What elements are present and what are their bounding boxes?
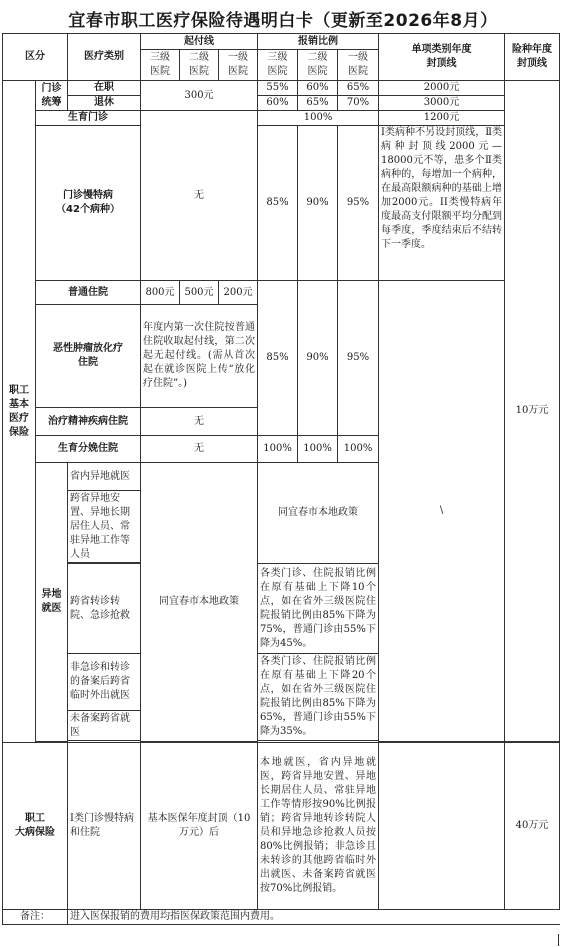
maternity-outpatient-ratio: 100% (258, 111, 379, 126)
general-inpatient-deductible-level1: 200元 (219, 281, 258, 305)
retired-ratio-level3: 60% (258, 96, 298, 111)
section-critical-insurance: 职工 大病保险 (3, 743, 68, 910)
general-inpatient-deductible-level3: 800元 (141, 281, 180, 305)
maternity-outpatient-cap: 1200元 (379, 111, 505, 126)
row-chronic-label: 门诊慢特病 （42个病种） (36, 126, 141, 281)
employed-cap: 2000元 (379, 81, 505, 96)
chronic-cap: Ⅰ类病种不另设封顶线，Ⅱ类病种封顶线2000元—18000元不等，患多个Ⅱ类病种的，每增加一个病种，在最高限额病种的基础上增加2000元。II类慢特病年度最高支付限额平均分配到每季度，季度结束后不结转下一季度。 (379, 126, 505, 281)
edge-line (558, 934, 559, 946)
row-employed-label: 在职 (68, 81, 141, 96)
psychiatric-deductible: 无 (141, 408, 258, 436)
retired-ratio-level1: 70% (338, 96, 379, 111)
maternity-inpatient-deductible: 无 (141, 436, 258, 463)
nonlocal-deductible: 同宜春市本地政策 (141, 463, 258, 742)
header-ratio-level3: 三级 医院 (258, 50, 298, 81)
row-general-inpatient-label: 普通住院 (36, 281, 141, 305)
chronic-ratio-level2: 90% (298, 126, 338, 281)
section-outpatient-pool: 门诊 统筹 (36, 81, 68, 111)
retired-ratio-level2: 65% (298, 96, 338, 111)
benefit-table (2, 33, 560, 925)
retired-cap: 3000元 (379, 96, 505, 111)
employed-ratio-level3: 55% (258, 81, 298, 96)
row-maternity-outpatient-label: 生育门诊 (36, 111, 141, 126)
maternity-inpatient-ratio-level2: 100% (298, 436, 338, 463)
header-ratio-level1: 一级 医院 (338, 50, 379, 81)
header-deductible-level1: 一级 医院 (219, 50, 258, 81)
nonlocal-ratio-same: 同宜春市本地政策 (258, 463, 379, 564)
nonlocal-unregistered: 未备案跨省就医 (68, 711, 141, 741)
page-title: 宜春市职工医疗保险待遇明白卡（更新至2026年8月） (68, 11, 498, 31)
note-label: 备注： (3, 910, 68, 925)
critical-annual-cap: 40万元 (505, 743, 560, 910)
nonlocal-non-emergency: 非急诊和转诊的备案后跨省临时外出就医 (68, 654, 141, 711)
row-maternity-inpatient-label: 生育分娩住院 (36, 436, 141, 463)
row-retired-label: 退休 (68, 96, 141, 111)
inpatient-ratio-level1: 95% (338, 281, 379, 436)
note-text: 进入医保报销的费用均指医保政策范围内费用。 (68, 910, 560, 925)
section-nonlocal: 异地 就医 (36, 463, 68, 742)
employed-ratio-level2: 60% (298, 81, 338, 96)
maternity-inpatient-ratio-level3: 100% (258, 436, 298, 463)
header-ratio-level2: 二级 医院 (298, 50, 338, 81)
header-deductible: 起付线 (141, 34, 258, 50)
tumor-deductible: 年度内第一次住院按普通住院收取起付线，第二次起无起付线。(需从首次起在就诊医院上传“放化疗住院”。) (141, 305, 258, 408)
header-medical-type: 医疗类别 (68, 34, 141, 81)
header-item-cap: 单项类别年度 封顶线 (379, 34, 505, 81)
row-tumor-label: 恶性肿瘤放化疗 住院 (36, 305, 141, 408)
inpatient-ratio-level3: 85% (258, 281, 298, 436)
nonlocal-cross-transfer: 跨省转诊转院、急诊抢救 (68, 564, 141, 654)
chronic-ratio-level3: 85% (258, 126, 298, 281)
header-category: 区分 (3, 34, 68, 81)
nonlocal-ratio-transfer: 各类门诊、住院报销比例在原有基础上下降10个点，如在省外三级医院住院报销比例由85%下降为75%，普通门诊由55%下降为45%。 (258, 564, 379, 654)
inpatient-ratio-level2: 90% (298, 281, 338, 436)
critical-type: Ⅰ类门诊慢特病和住院 (68, 743, 141, 910)
employed-ratio-level1: 65% (338, 81, 379, 96)
critical-item-cap (379, 743, 505, 910)
header-reimburse-ratio: 报销比例 (258, 34, 379, 50)
chronic-deductible: 无 (141, 111, 258, 281)
nonlocal-cap: \ (379, 281, 505, 742)
chronic-ratio-level1: 95% (338, 126, 379, 281)
header-annual-cap: 险种年度 封顶线 (505, 34, 560, 81)
nonlocal-ratio-non-emergency: 各类门诊、住院报销比例在原有基础上下降20个点，如在省外三级医院住院报销比例由85%下降为65%，普通门诊由55%下降为35%。 (258, 654, 379, 741)
nonlocal-in-province: 省内异地就医 (68, 463, 141, 491)
outpatient-deductible: 300元 (141, 81, 258, 111)
nonlocal-transferred: 跨省异地安置、异地长期居住人员、常驻异地工作等人员 (68, 491, 141, 563)
maternity-inpatient-ratio-level1: 100% (338, 436, 379, 463)
row-psychiatric-label: 治疗精神疾病住院 (36, 408, 141, 436)
section-basic-insurance: 职工 基本 医疗 保险 (3, 81, 36, 743)
annual-cap-basic: 10万元 (505, 81, 560, 742)
general-inpatient-deductible-level2: 500元 (180, 281, 219, 305)
critical-deductible: 基本医保年度封顶（10万元）后 (141, 743, 258, 910)
header-deductible-level2: 二级 医院 (180, 50, 219, 81)
header-deductible-level3: 三级 医院 (141, 50, 180, 81)
critical-ratio: 本地就医，省内异地就医，跨省异地安置、异地长期居住人员、常驻异地工作等情形按90%比例报销；跨省异地转诊转院人员和异地急诊抢救人员按80%比例报销；非急诊且未转诊的其他跨省临时外出就医、未备案跨省就医按70%比例报销。 (258, 743, 379, 910)
